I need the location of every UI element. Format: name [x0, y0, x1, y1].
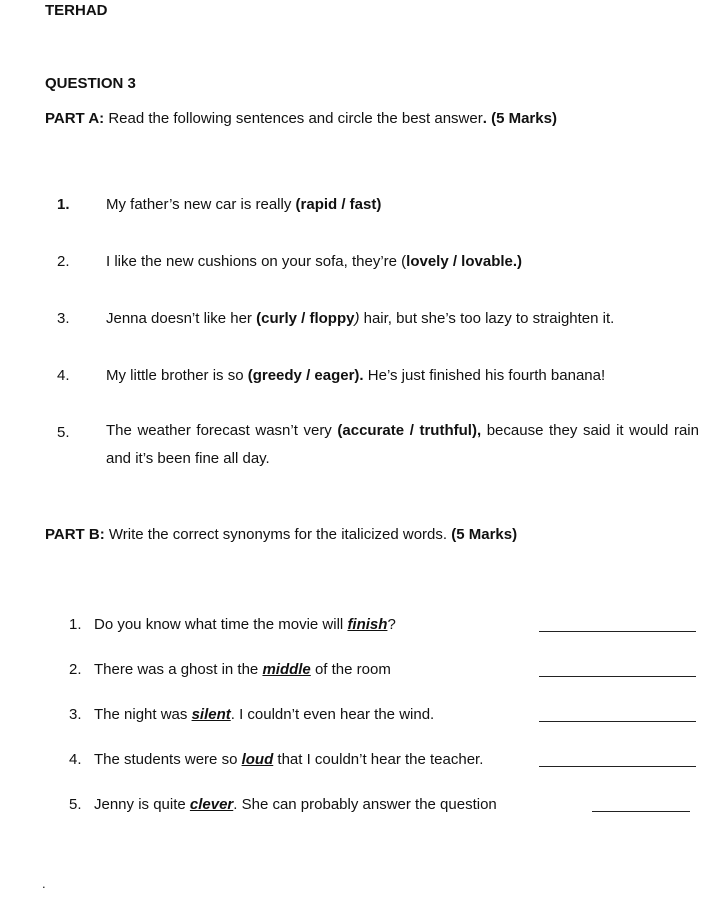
part-b-item-number: 5.	[69, 796, 82, 813]
answer-choices: (rapid / fast)	[295, 196, 382, 213]
answer-blank-3[interactable]	[539, 721, 696, 722]
item-text: There was a ghost in the	[94, 661, 263, 678]
item-text: The night was	[94, 706, 192, 723]
part-a-item-number: 4.	[57, 367, 70, 384]
part-a-item-5	[106, 417, 699, 473]
part-a-item-4	[106, 367, 605, 384]
answer-blank-4[interactable]	[539, 766, 696, 767]
item-text: The weather forecast wasn’t very	[106, 422, 338, 439]
part-b-item-number: 2.	[69, 661, 82, 678]
part-b-item-4	[94, 751, 483, 768]
italicized-word: middle	[262, 661, 311, 678]
footer-dot: .	[42, 876, 46, 891]
item-text: hair, but she’s too lazy to straighten it.	[359, 310, 615, 327]
answer-choices: (accurate / truthful),	[337, 422, 482, 439]
italicized-word: loud	[241, 751, 274, 768]
part-a-item-number: 5.	[57, 424, 70, 441]
part-a-label: PART A:	[45, 110, 105, 127]
part-b-item-1	[94, 616, 396, 633]
item-text: ?	[387, 616, 396, 633]
part-a-marks: (5 Marks)	[486, 110, 557, 127]
answer-choices: lovely / lovable.)	[406, 253, 523, 270]
item-text: He’s just finished his fourth banana!	[363, 367, 606, 384]
item-text: Jenna doesn’t like her	[106, 310, 257, 327]
part-a-item-2	[106, 253, 522, 270]
part-a-item-number: 1.	[57, 196, 70, 213]
item-text: My little brother is so	[106, 367, 248, 384]
item-text: The students were so	[94, 751, 242, 768]
part-a-item-3	[106, 310, 614, 327]
part-a-item-number: 2.	[57, 253, 70, 270]
italicized-word: silent	[191, 706, 231, 723]
item-text: . I couldn’t even hear the wind.	[230, 706, 435, 723]
item-text: I like the new cushions on your sofa, they’re (	[106, 253, 407, 270]
part-b-item-number: 1.	[69, 616, 82, 633]
item-text: My father’s new car is really	[106, 196, 296, 213]
part-b-instruction: Write the correct synonyms for the italicized words.	[104, 526, 452, 543]
part-a-period: .	[482, 110, 487, 127]
answer-choices: (greedy / eager).	[247, 367, 364, 384]
part-a-item-number: 3.	[57, 310, 70, 327]
answer-blank-2[interactable]	[539, 676, 696, 677]
part-a-item-1	[106, 196, 381, 213]
item-text: that I couldn’t hear the teacher.	[273, 751, 484, 768]
item-text: Do you know what time the movie will	[94, 616, 348, 633]
part-b-item-2	[94, 661, 391, 678]
item-text: because they said it would rain and it’s been fine all day.	[106, 422, 699, 467]
part-b-marks: (5 Marks)	[451, 526, 518, 543]
answer-blank-1[interactable]	[539, 631, 696, 632]
item-text: Jenny is quite	[94, 796, 190, 813]
part-b-item-3	[94, 706, 434, 723]
classification-label: TERHAD	[45, 2, 108, 19]
part-b-item-5	[94, 796, 497, 813]
closing-paren: )	[354, 310, 360, 327]
part-b-heading	[45, 526, 517, 543]
part-a-heading	[45, 110, 557, 127]
part-a-instruction: Read the following sentences and circle the best answer	[104, 110, 483, 127]
part-b-item-number: 4.	[69, 751, 82, 768]
question-title: QUESTION 3	[45, 75, 136, 92]
italicized-word: clever	[189, 796, 234, 813]
italicized-word: finish	[347, 616, 388, 633]
answer-blank-5[interactable]	[592, 811, 690, 812]
part-b-label: PART B:	[45, 526, 105, 543]
part-b-item-number: 3.	[69, 706, 82, 723]
item-text: . She can probably answer the question	[233, 796, 497, 813]
item-text: of the room	[310, 661, 391, 678]
answer-choices: (curly / floppy	[256, 310, 355, 327]
